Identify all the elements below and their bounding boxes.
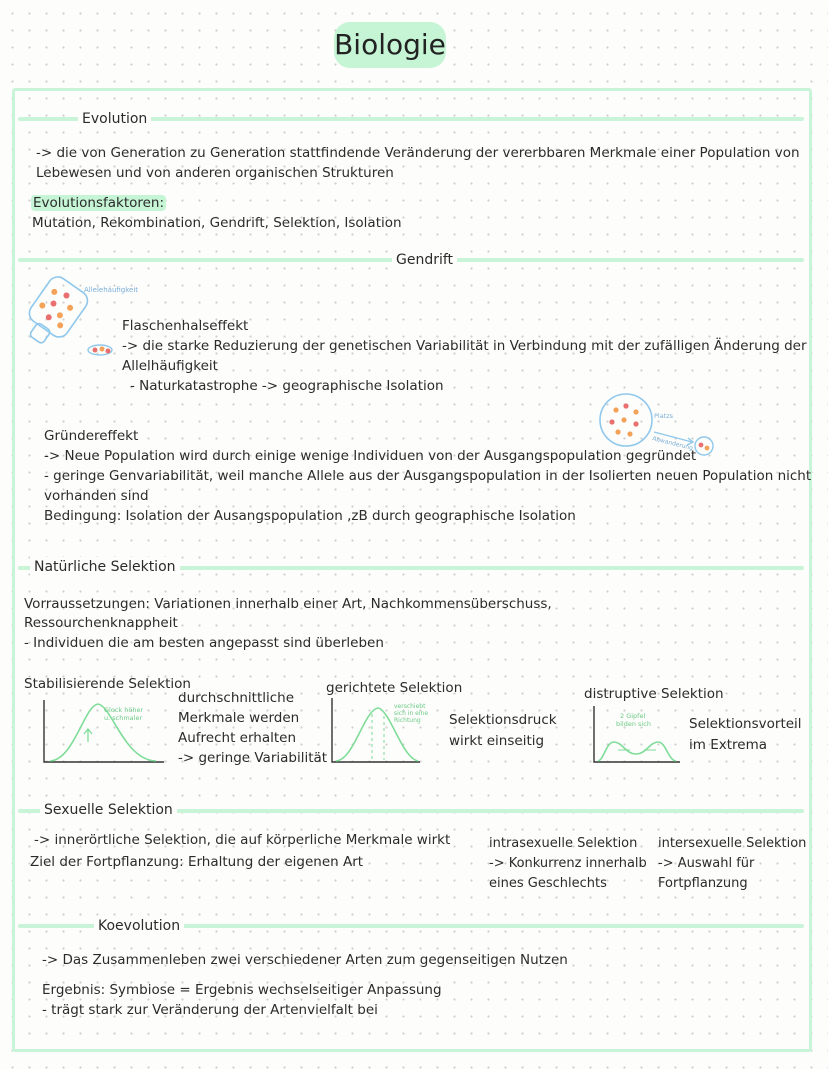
- stabilizing-desc4: -> geringe Variabilität: [178, 750, 328, 766]
- svg-text:Abwanderung: Abwanderung: [651, 435, 694, 453]
- intersexual-line1: -> Auswahl für: [658, 856, 755, 871]
- heading-coevolution: Koevolution: [94, 916, 184, 936]
- coevolution-line1: -> Das Zusammenleben zwei verschiedener Arten zum gegenseitigen Nutzen: [42, 952, 568, 968]
- flaschenhals-line2: Allelhäufigkeit: [122, 358, 218, 374]
- stabilizing-title: Stabilisierende Selektion: [24, 676, 191, 692]
- svg-text:Richtung: Richtung: [394, 717, 421, 724]
- new-population-circle-icon: [695, 437, 713, 455]
- svg-text:Platzs: Platzs: [654, 412, 674, 420]
- bottle-body-icon: [25, 273, 91, 341]
- sexual-selection-line1: -> innerörtliche Selektion, die auf körperliche Merkmale wirkt: [34, 832, 451, 848]
- intersexual-title: intersexuelle Selektion: [658, 836, 807, 851]
- svg-text:sich in eine: sich in eine: [394, 710, 429, 717]
- directional-desc1: Selektionsdruck: [449, 712, 557, 728]
- evolution-factors-label: Evolutionsfaktoren:: [33, 195, 165, 211]
- gruender-line1: -> Neue Population wird durch einige wenige Individuen von der Ausgangspopulation gegründet: [44, 448, 697, 464]
- intrasexual-line1: -> Konkurrenz innerhalb: [489, 856, 647, 871]
- evolution-factors-list: Mutation, Rekombination, Gendrift, Selektion, Isolation: [32, 215, 402, 231]
- disruptive-desc1: Selektionsvorteil: [689, 716, 802, 732]
- stabilizing-desc1: durchschnittliche: [178, 690, 295, 706]
- svg-text:u. schmaler: u. schmaler: [104, 714, 143, 722]
- disruptive-desc2: im Extrema: [689, 737, 767, 753]
- disruptive-graph: [590, 704, 684, 766]
- gruender-line3: vorhanden sind: [44, 488, 149, 504]
- svg-text:Glock höher: Glock höher: [104, 706, 144, 714]
- heading-natural-selection: Natürliche Selektion: [30, 557, 180, 577]
- intrasexual-line2: eines Geschlechts: [489, 876, 607, 891]
- heading-sexual-selection: Sexuelle Selektion: [40, 800, 177, 820]
- coevolution-line2: Ergebnis: Symbiose = Ergebnis wechselseitiger Anpassung: [42, 982, 442, 998]
- svg-text:bilden sich: bilden sich: [616, 720, 651, 728]
- heading-evolution: Evolution: [78, 109, 151, 129]
- directional-desc2: wirkt einseitig: [449, 733, 545, 749]
- svg-text:verschiebt: verschiebt: [394, 703, 426, 710]
- directional-graph: [328, 696, 429, 766]
- directional-title: gerichtete Selektion: [326, 680, 463, 696]
- evolution-definition-line1: -> die von Generation zu Generation stattfindende Veränderung der vererbbaren Merkmale einer Population von: [36, 145, 800, 161]
- coevolution-line3: - trägt stark zur Veränderung der Artenvielfalt bei: [42, 1002, 378, 1018]
- natural-selection-line2: Ressourchenknappheit: [24, 615, 178, 631]
- natural-selection-line3: - Individuen die am besten angepasst sind überleben: [24, 635, 384, 651]
- flaschenhals-line3: - Naturkatastrophe -> geographische Isolation: [130, 378, 444, 394]
- gruender-title: Gründereffekt: [44, 428, 139, 444]
- disruptive-title: distruptive Selektion: [584, 686, 724, 702]
- heading-gendrift: Gendrift: [392, 250, 457, 270]
- evolution-definition-line2: Lebewesen und von anderen organischen Strukturen: [36, 165, 394, 181]
- up-arrow-icon: [84, 729, 92, 742]
- intersexual-line2: Fortpflanzung: [658, 876, 748, 891]
- disruptive-curve: [598, 742, 676, 761]
- stabilizing-graph: [40, 698, 168, 766]
- flaschenhals-title: Flaschenhalseffekt: [122, 318, 249, 334]
- bottle-label: Allelehäufigkeit: [84, 286, 139, 294]
- flaschenhals-line1: -> die starke Reduzierung der genetischen Variabilität in Verbindung mit der zufälligen Änderung der: [122, 338, 807, 354]
- gruender-line2: - geringe Genvariabilität, weil manche Allele aus der Ausgangspopulation in der Isolierten neuen Population nicht: [44, 468, 812, 484]
- natural-selection-line1: Vorraussetzungen: Variationen innerhalb einer Art, Nachkommensüberschuss,: [24, 596, 552, 612]
- intrasexual-title: intrasexuelle Selektion: [489, 836, 638, 851]
- svg-text:2 Gipfel: 2 Gipfel: [620, 712, 646, 720]
- sexual-selection-line2: Ziel der Fortpflanzung: Erhaltung der eigenen Art: [30, 854, 364, 870]
- page-title: Biologie: [334, 28, 446, 61]
- stabilizing-desc2: Merkmale werden: [178, 710, 300, 726]
- stabilizing-desc3: Aufrecht erhalten: [178, 730, 297, 746]
- gruender-line4: Bedingung: Isolation der Ausangspopulation ,zB durch geographische Isolation: [44, 508, 576, 524]
